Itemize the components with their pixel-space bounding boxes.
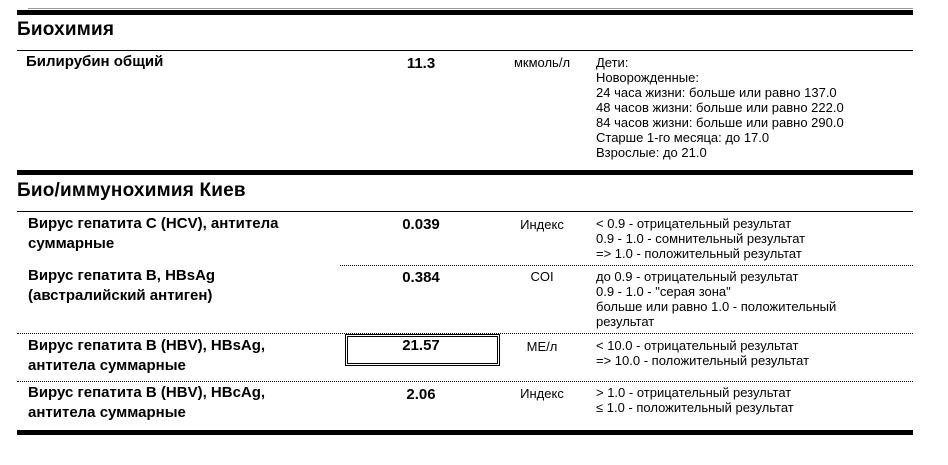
reference-line: 84 часов жизни: больше или равно 290.0 <box>596 115 844 130</box>
test-unit-hbv-hbcag-antibodies: Индекс <box>520 386 564 401</box>
reference-line: Старше 1-го месяца: до 17.0 <box>596 130 770 145</box>
reference-line: Взрослые: до 21.0 <box>596 145 707 160</box>
test-value-hbv-hbsag-antibodies: 21.57 <box>402 337 440 354</box>
reference-line: => 10.0 - положительный результат <box>596 353 810 368</box>
reference-line: результат <box>596 314 655 329</box>
section-divider <box>17 50 913 51</box>
top-thin-rule <box>28 8 913 9</box>
reference-line: 48 часов жизни: больше или равно 222.0 <box>596 100 844 115</box>
test-name-hbv-hbcag-antibodies <box>28 383 265 423</box>
test-unit-hbv-hbsag-antibodies: МЕ/л <box>526 339 558 354</box>
test-name-hcv <box>28 214 278 254</box>
reference-line: => 1.0 - положительный результат <box>596 246 802 261</box>
section-thick-rule <box>17 170 913 175</box>
reference-line: Новорожденные: <box>596 70 699 85</box>
row-divider <box>17 381 913 382</box>
section-title-biochemistry: Биохимия <box>17 19 115 40</box>
test-reference-hbv-hbsag-antibodies <box>596 338 886 368</box>
test-unit-hbsag: COI <box>530 269 554 284</box>
test-name-line: антитела суммарные <box>28 357 186 374</box>
reference-line: 24 часа жизни: больше или равно 137.0 <box>596 85 837 100</box>
bottom-thick-rule <box>17 430 913 435</box>
reference-line: до 0.9 - отрицательный результат <box>596 269 799 284</box>
reference-line: ≤ 1.0 - положительный результат <box>596 400 794 415</box>
reference-line: > 1.0 - отрицательный результат <box>596 385 792 400</box>
reference-line: Дети: <box>596 55 629 70</box>
test-name-line: Вирус гепатита С (HCV), антитела <box>28 215 279 232</box>
top-thick-rule <box>17 10 913 15</box>
reference-line: < 0.9 - отрицательный результат <box>596 216 792 231</box>
reference-line: 0.9 - 1.0 - сомнительный результат <box>596 231 806 246</box>
test-unit-bilirubin: мкмоль/л <box>513 55 571 70</box>
test-value-hbsag: 0.384 <box>402 269 440 286</box>
test-name-line: антитела суммарные <box>28 404 186 421</box>
test-name-line: (австралийский антиген) <box>28 287 213 304</box>
test-name-line: Вирус гепатита В (HBV), HBcAg, <box>28 384 266 401</box>
reference-line: 0.9 - 1.0 - "серая зона" <box>596 284 731 299</box>
test-value-bilirubin: 11.3 <box>406 55 436 72</box>
test-reference-hbv-hbcag-antibodies <box>596 385 886 415</box>
section-title-bio-immunochemistry: Био/иммунохимия Киев <box>17 180 246 201</box>
test-name-line: Вирус гепатита В, HBsAg <box>28 267 216 284</box>
test-name-hbv-hbsag-antibodies <box>28 336 265 376</box>
section-divider <box>17 211 913 212</box>
test-reference-hbsag <box>596 269 886 329</box>
reference-line: < 10.0 - отрицательный результат <box>596 338 799 353</box>
test-name-bilirubin: Билирубин общий <box>26 53 164 70</box>
reference-line: больше или равно 1.0 - положительный <box>596 299 837 314</box>
test-reference-hcv <box>596 216 886 261</box>
row-divider <box>340 265 913 266</box>
test-reference-bilirubin <box>596 55 886 160</box>
test-name-hbsag <box>28 266 215 306</box>
test-value-hcv: 0.039 <box>402 216 440 233</box>
test-name-line: Вирус гепатита В (HBV), HBsAg, <box>28 337 266 354</box>
test-value-hbv-hbcag-antibodies: 2.06 <box>406 386 436 403</box>
test-name-line: суммарные <box>28 235 115 252</box>
test-unit-hcv: Индекс <box>520 217 564 232</box>
